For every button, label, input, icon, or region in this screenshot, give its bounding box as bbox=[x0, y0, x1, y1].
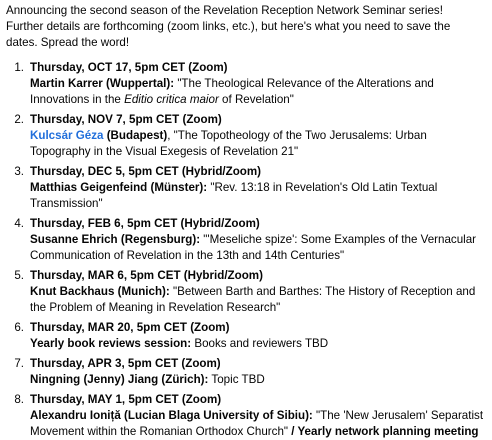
list-item bbox=[6, 392, 486, 440]
list-item bbox=[6, 216, 486, 264]
post-intro: Announcing the second season of the Revelation Reception Network Seminar series! Further details are forthcoming (zoom links, etc.), but here's what you need to save the dates. Spread the word! bbox=[6, 4, 451, 49]
event-speaker: Ningning (Jenny) Jiang (Zürich): bbox=[30, 373, 209, 386]
event-details bbox=[30, 76, 486, 108]
event-date: Thursday, FEB 6, 5pm CET (Hybrid/Zoom) bbox=[30, 217, 260, 230]
list-number: 8. bbox=[14, 393, 24, 406]
event-speaker: Yearly book reviews session: bbox=[30, 337, 192, 350]
seminar-list bbox=[6, 60, 486, 440]
event-details bbox=[30, 372, 486, 388]
event-title: , "The Topotheology of the Two Jerusalems: Urban Topography in the Visual Exegesis of Revelation 21" bbox=[30, 129, 427, 158]
event-title: "'Meseliche spize': Some Examples of the Vernacular Communication of Revelation in the 13th and 14th Centuries" bbox=[30, 233, 477, 262]
list-item bbox=[6, 60, 486, 108]
event-details bbox=[30, 284, 486, 316]
event-speaker: Martin Karrer (Wuppertal): bbox=[30, 77, 175, 90]
event-speaker-affiliation: (Budapest) bbox=[103, 129, 168, 142]
event-date: Thursday, NOV 7, 5pm CET (Zoom) bbox=[30, 113, 222, 126]
event-body bbox=[30, 268, 486, 316]
event-body bbox=[30, 164, 486, 212]
event-details bbox=[30, 180, 486, 212]
event-date: Thursday, OCT 17, 5pm CET (Zoom) bbox=[30, 61, 228, 74]
event-speaker: Knut Backhaus (Munich): bbox=[30, 285, 170, 298]
list-item bbox=[6, 356, 486, 388]
event-speaker: Matthias Geigenfeind (Münster): bbox=[30, 181, 208, 194]
list-number: 4. bbox=[14, 217, 24, 230]
event-date: Thursday, MAR 20, 5pm CET (Zoom) bbox=[30, 321, 230, 334]
event-body bbox=[30, 392, 486, 440]
speaker-profile-link[interactable]: Kulcsár Géza bbox=[30, 129, 104, 142]
event-body bbox=[30, 60, 486, 108]
event-body bbox=[30, 216, 486, 264]
event-extra: / Yearly network planning meeting bbox=[288, 425, 479, 438]
event-details bbox=[30, 128, 486, 160]
event-speaker: Alexandru Ioniță (Lucian Blaga University of Sibiu): bbox=[30, 409, 313, 422]
event-title: "Between Barth and Barthes: The History of Reception and the Problem of Meaning in Revelation Research" bbox=[30, 285, 476, 314]
event-date: Thursday, DEC 5, 5pm CET (Hybrid/Zoom) bbox=[30, 165, 262, 178]
list-number: 3. bbox=[14, 165, 24, 178]
event-title: "The Theological Relevance of the Alterations and Innovations in the bbox=[30, 77, 434, 106]
list-item bbox=[6, 320, 486, 352]
event-title: Books and reviewers TBD bbox=[191, 337, 329, 350]
list-item bbox=[6, 268, 486, 316]
list-number: 1. bbox=[14, 61, 24, 74]
event-body bbox=[30, 112, 486, 160]
event-title: "Rev. 13:18 in Revelation's Old Latin Textual Transmission" bbox=[30, 181, 438, 210]
event-details bbox=[30, 336, 486, 352]
list-number: 6. bbox=[14, 321, 24, 334]
event-details bbox=[30, 232, 486, 264]
list-item bbox=[6, 164, 486, 212]
list-number: 5. bbox=[14, 269, 24, 282]
event-date: Thursday, APR 3, 5pm CET (Zoom) bbox=[30, 357, 221, 370]
event-title: Topic TBD bbox=[208, 373, 265, 386]
list-number: 2. bbox=[14, 113, 24, 126]
list-number: 7. bbox=[14, 357, 24, 370]
event-details bbox=[30, 408, 486, 440]
event-body bbox=[30, 356, 486, 388]
event-date: Thursday, MAY 1, 5pm CET (Zoom) bbox=[30, 393, 222, 406]
event-body bbox=[30, 320, 486, 352]
event-title-italic: Editio critica maior bbox=[124, 93, 219, 106]
event-title-end: of Revelation" bbox=[218, 93, 294, 106]
event-date: Thursday, MAR 6, 5pm CET (Hybrid/Zoom) bbox=[30, 269, 263, 282]
event-title: "The 'New Jerusalem' Separatist Movement within the Romanian Orthodox Church" bbox=[30, 409, 484, 438]
list-item bbox=[6, 112, 486, 160]
event-speaker: Susanne Ehrich (Regensburg): bbox=[30, 233, 201, 246]
